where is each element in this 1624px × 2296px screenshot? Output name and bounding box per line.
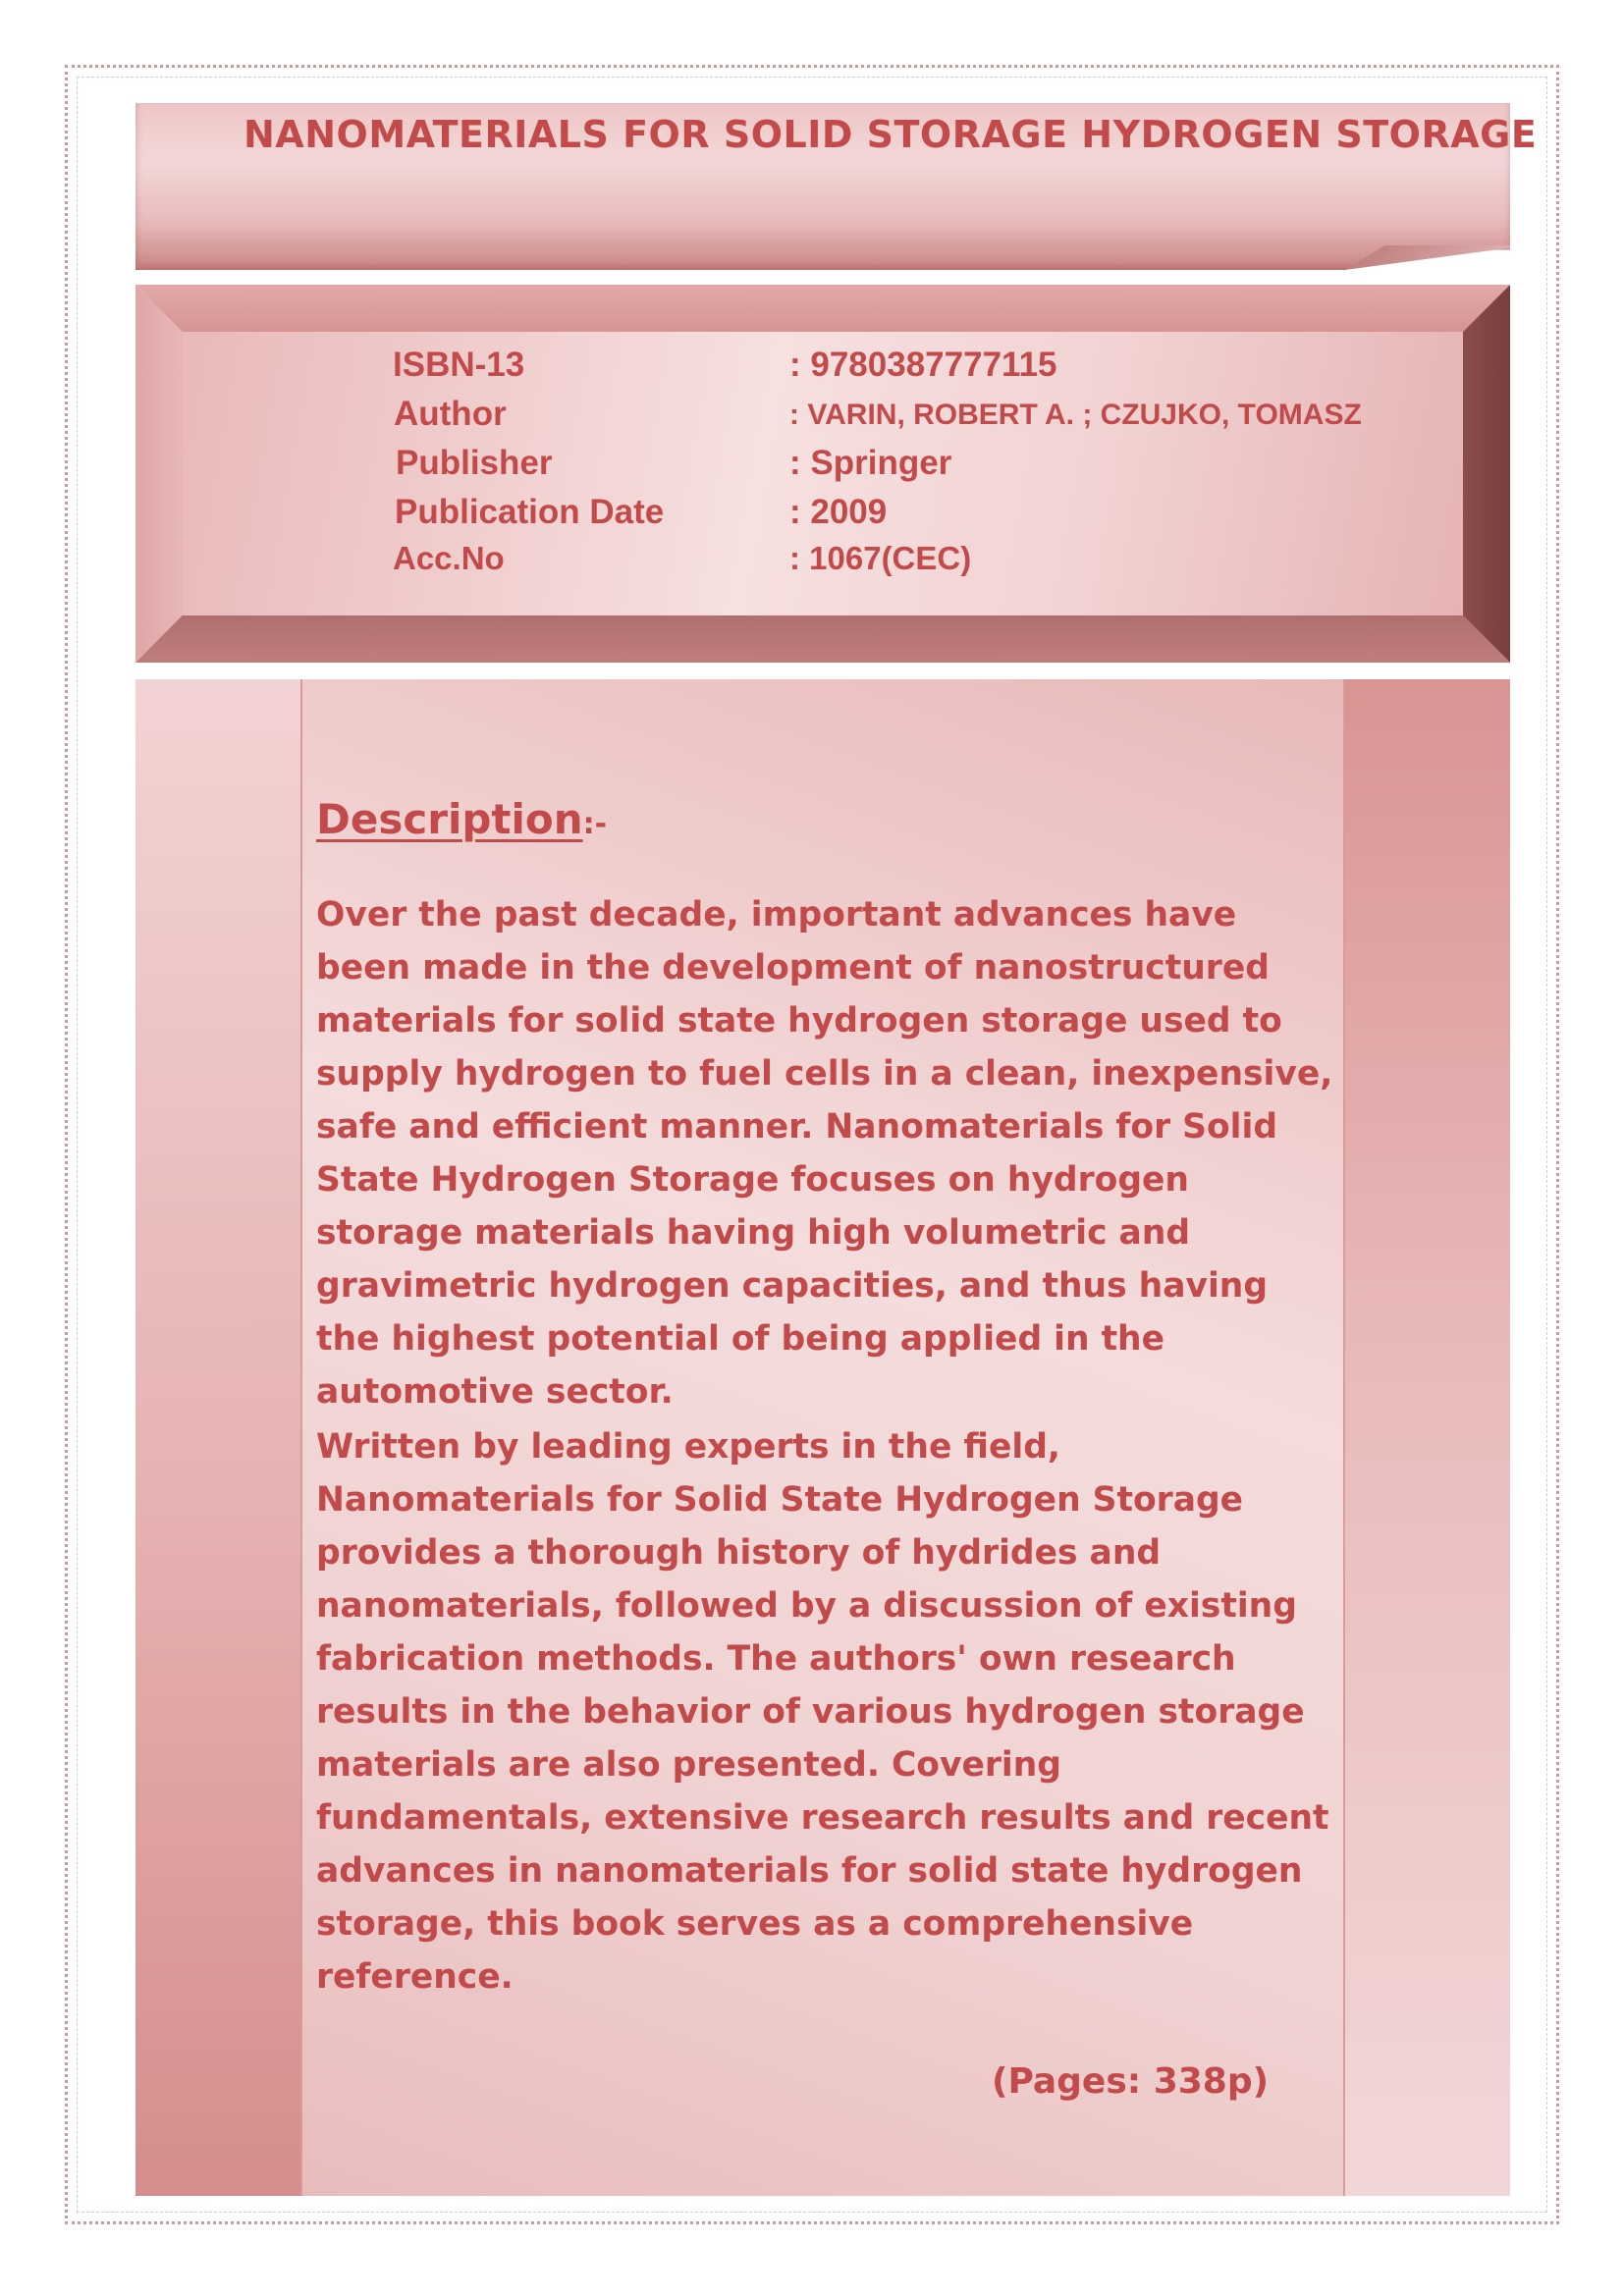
panel-left-column: [135, 679, 302, 2196]
description-paragraph-2: Written by leading experts in the field, Nanomaterials for Solid State Hydrogen Storage provides a thorough history of hydrides and nanomaterials, followed by a discussion of existing fabrication methods. The authors' own research results in the behavior of various hydrogen storage materials are also presented. Covering fundamentals, extensive research results and recent advances in nanomaterials for solid state hydrogen storage, this book serves as a comprehensive reference.: [316, 1427, 1329, 1997]
acc-label: Acc.No: [393, 540, 505, 576]
acc-value: : 1067(CEC): [789, 540, 972, 576]
description-heading: [316, 795, 607, 843]
description-paragraph-1: Over the past decade, important advances have been made in the development of nanostructured materials for solid state hydrogen storage used to supply hydrogen to fuel cells in a clean, inexpensive, safe and efficient manner. Nanomaterials for Solid State Hydrogen Storage focuses on hydrogen storage materials having high volumetric and gravimetric hydrogen capacities, and thus having the highest potential of being applied in the automotive sector.: [316, 895, 1333, 1412]
bevel-bottom: [135, 615, 1510, 663]
publisher-value: : Springer: [789, 444, 952, 482]
page-count: (Pages: 338p): [992, 2061, 1270, 2102]
bevel-top: [135, 285, 1510, 332]
bevel-right: [1463, 285, 1510, 663]
book-info-box: [135, 285, 1510, 663]
isbn-label: ISBN-13: [393, 346, 525, 384]
author-value: : VARIN, ROBERT A. ; CZUJKO, TOMASZ: [789, 399, 1362, 431]
date-label: Publication Date: [395, 493, 665, 531]
panel-right-column: [1343, 679, 1510, 2196]
book-title: NANOMATERIALS FOR SOLID STORAGE HYDROGEN STORAGE: [244, 113, 1538, 156]
publisher-label: Publisher: [396, 444, 553, 482]
description-heading-suffix: :-: [582, 807, 608, 841]
bevel-left: [135, 285, 183, 663]
description-heading-text: Description: [316, 795, 583, 843]
isbn-value: : 9780387777115: [789, 346, 1057, 384]
author-label: Author: [394, 395, 507, 433]
date-value: : 2009: [789, 493, 888, 531]
